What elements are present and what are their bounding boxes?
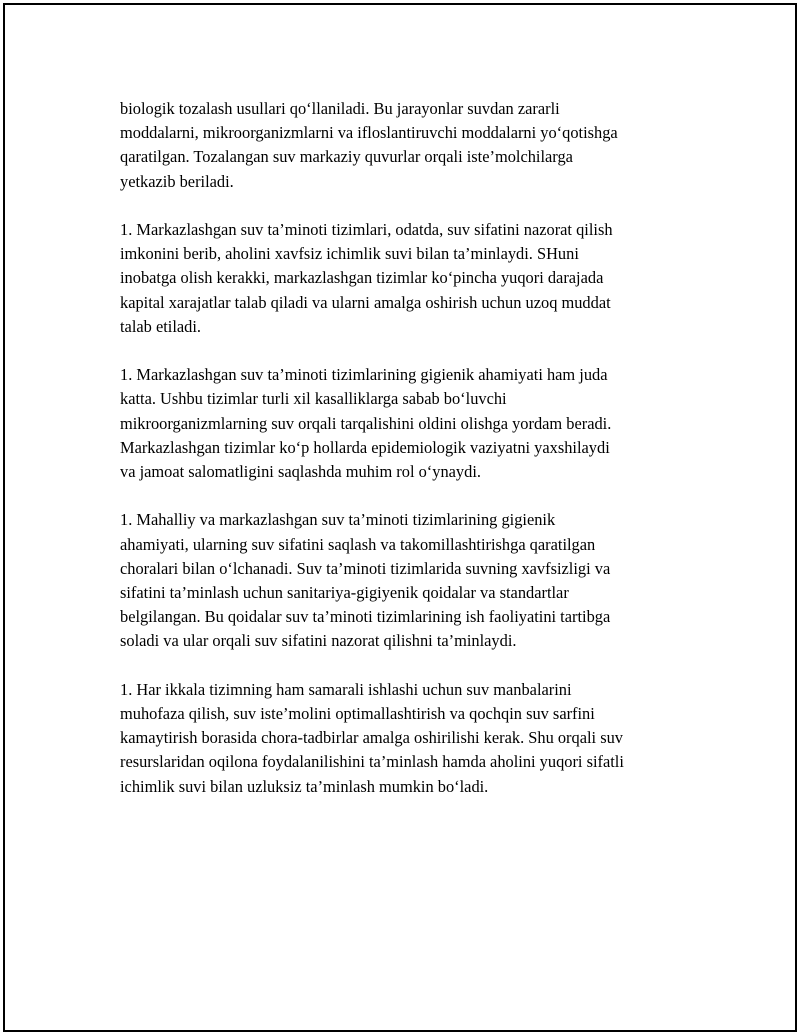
text-line: va jamoat salomatligini saqlashda muhim rol o‘ynaydi.	[120, 462, 481, 482]
document-body	[120, 97, 695, 823]
page-frame	[3, 3, 797, 1032]
text-line: 1. Har ikkala tizimning ham samarali ishlashi uchun suv manbalarini	[120, 679, 572, 699]
text-line: katta. Ushbu tizimlar turli xil kasalliklarga sabab bo‘luvchi	[120, 389, 507, 409]
paragraph-3	[120, 363, 695, 484]
text-line: talab etiladi.	[120, 316, 202, 336]
text-line: biologik tozalash usullari qo‘llaniladi. Bu jarayonlar suvdan zararli	[120, 99, 560, 118]
text-line: ahamiyati, ularning suv sifatini saqlash va takomillashtirishga qaratilgan	[120, 534, 596, 554]
text-line: Markazlashgan tizimlar ko‘p hollarda epidemiologik vaziyatni yaxshilaydi	[120, 437, 610, 457]
text-line: mikroorganizmlarning suv orqali tarqalishini oldini olishga yordam beradi.	[120, 413, 612, 433]
paragraph-1	[120, 97, 695, 194]
paragraph-4	[120, 508, 695, 653]
text-line: sifatini ta’minlash uchun sanitariya-gigiyenik qoidalar va standartlar	[120, 583, 569, 603]
paragraph-2	[120, 218, 695, 339]
text-line: imkonini berib, aholini xavfsiz ichimlik suvi bilan ta’minlaydi. SHuni	[120, 244, 579, 264]
text-line: soladi va ular orqali suv sifatini nazorat qilishni ta’minlaydi.	[120, 631, 517, 651]
text-line: 1. Mahalliy va markazlashgan suv ta’minoti tizimlarining gigienik	[120, 510, 556, 530]
text-line: yetkazib beriladi.	[120, 171, 234, 191]
text-line: inobatga olish kerakki, markazlashgan tizimlar ko‘pincha yuqori darajada	[120, 268, 604, 288]
text-line: moddalarni, mikroorganizmlarni va ifloslantiruvchi moddalarni yo‘qotishga	[120, 123, 618, 143]
text-line: muhofaza qilish, suv iste’molini optimallashtirish va qochqin suv sarfini	[120, 704, 595, 724]
text-line: kamaytirish borasida chora-tadbirlar amalga oshirilishi kerak. Shu orqali suv	[120, 728, 623, 748]
paragraph-5	[120, 678, 695, 799]
text-line: 1. Markazlashgan suv ta’minoti tizimlarining gigienik ahamiyati ham juda	[120, 365, 608, 385]
text-line: ichimlik suvi bilan uzluksiz ta’minlash mumkin bo‘ladi.	[120, 776, 489, 796]
text-line: choralari bilan o‘lchanadi. Suv ta’minoti tizimlarida suvning xavfsizligi va	[120, 558, 611, 578]
text-line: 1. Markazlashgan suv ta’minoti tizimlari, odatda, suv sifatini nazorat qilish	[120, 220, 613, 239]
text-line: qaratilgan. Tozalangan suv markaziy quvurlar orqali iste’molchilarga	[120, 147, 573, 167]
text-line: resurslaridan oqilona foydalanilishini ta’minlash hamda aholini yuqori sifatli	[120, 752, 624, 772]
text-line: belgilangan. Bu qoidalar suv ta’minoti tizimlarining ish faoliyatini tartibga	[120, 607, 611, 627]
text-line: kapital xarajatlar talab qiladi va ularni amalga oshirish uchun uzoq muddat	[120, 292, 611, 312]
